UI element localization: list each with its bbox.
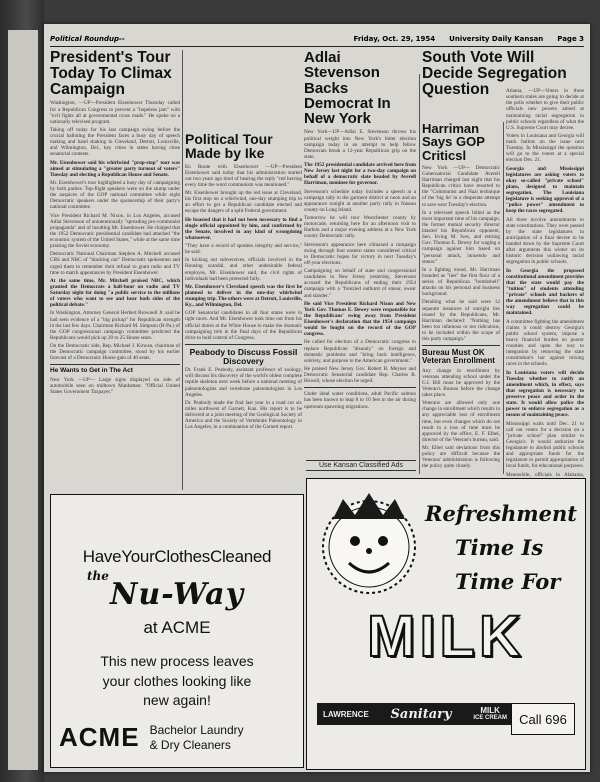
- headline-ike-tour: Political Tour Made by Ike: [185, 131, 273, 162]
- paragraph: In a televised speech billed as the most important time of his campaign, the former mutual security director blasted his Republican opponent, Sen. Irving M. Ives, and retiring Gov. Thomas E. Dewey for waging a campaign against him based on "personal attack, innuendo and smear.": [422, 209, 500, 265]
- divider: [185, 344, 302, 345]
- acme-ad-line3: Nu-Way: [110, 577, 244, 612]
- paragraph: The 1952 presidential candidate arrived here from New Jersey last night for a two-day campaign on behalf of a democratic slate headed by Averell Harriman, nominee for governor.: [304, 162, 416, 187]
- milk-ad-line1: Refreshment: [425, 501, 577, 526]
- paragraph: Mr. Eisenhower's tour highlighted a busy day of campaigning by both parties. Top-flight speakers were on the stump under the auspices of the GOP national committee while eight Democratic speakers under the sponsorship of their party's national committee.: [50, 179, 180, 211]
- paragraph: Meanwhile, officials in Alabama,: [506, 471, 584, 478]
- page-header: [50, 32, 584, 47]
- paragraph: New York —UP— Large signs displayed on side of automobile seen on midtown Manhattan: "Official United States Government Taxpayer.": [50, 377, 180, 396]
- paragraph: Any change in enrollment by veterans attending school under the G.I. Bill must be approved by the Veteran's Bureau before the change takes place.: [422, 367, 500, 399]
- banner-right1: MILK: [480, 706, 500, 715]
- paragraph: A committee fighting the amendment claims it could destroy Georgia's public school system, impose a heavy financial burden on poorer counties and open the way to integration by removing the state constitution's bar against mixing races in the schools.: [506, 318, 584, 368]
- paragraph: Tomorrow he will tour Westchester county by motorcade, returning here for an afternoon visit to Harlem and a major evening address at a New York county Democratic rally.: [304, 215, 416, 240]
- paragraph: Veterans are allowed only one change in enrollment which results in any appreciable loss of enrollment time, but even changes which do not result in a loss of time must be approved by the office, E. F. Elbel, director of the Veteran's bureau, said.: [422, 400, 500, 443]
- acme-ad-line4: at ACME: [143, 618, 211, 637]
- call-box: [511, 703, 575, 735]
- column-president-tour: [50, 50, 180, 490]
- paragraph: In Georgia the proposed constitutional amendment provides that the state would pay the "tuition" of students attending "private" schools and backers of the amendment believe that in this way segregation could be maintained.: [506, 267, 585, 317]
- headline-segregation: South Vote Will Decide Segregation Question: [422, 49, 567, 98]
- paragraph: Detailing what he said were 12 separate instances of outright lies issued by the Republicans, Mr. Harriman declared: "Nothing has been too infamous or too ridiculous, to be included within the scope of this party campaign.": [422, 299, 500, 343]
- column-harriman: [422, 122, 500, 474]
- acme-ad-line2: the: [87, 569, 109, 583]
- paragraph: Mr. Elbel said deviations from this policy are difficult because the Veterans' administration is following the policy quite closely.: [422, 445, 500, 470]
- paragraph: Mr. Eisenhower said his whirlwind "prop-stop" tour was aimed at stimulating a "greater party turnout of voters" Tuesday and electing a Republican House and Senate.: [50, 159, 180, 178]
- paragraph: Democratic National Chairman Stephen A. Mitchell accused CBS and NBC of "blacking out" Democratic spokesmen and urged them to remember their refusal to grant radio and TV time to match appearances by President Eisenhower.: [50, 251, 180, 276]
- paragraph: Taking off today for his last campaign swing before the crucial balloting the President faces a busy day of speech making and hand shaking in Cleveland, Detroit, Louisville, and Wilmington, Del., key cities in states having close senatorial contests.: [50, 126, 180, 158]
- paragraph: At the same time, Mr. Mitchell praised NBC, which granted the Democrats a half-hour on radio and TV Saturday night for doing "a public service to the millions of voters who want to see and hear both sides of the political debate.": [50, 277, 180, 309]
- milk-ad-banner: [317, 703, 513, 725]
- column-rule: [503, 122, 504, 474]
- headline-president-tour: President's Tour Today To Climax Campaign: [50, 49, 172, 98]
- paragraph: He praised New Jersey Gov. Robert B. Meyner and Democratic Senatorial candidate Rep. Charles R. Howell, whose election he urged.: [304, 365, 416, 385]
- paragraph: Mr. Eisenhower's Cleveland speech was the first he planned to deliver in the one-day whirlwind stumping trip. The others were at Detroit, Louisville, Ky., and Wilmington, Del.: [185, 283, 302, 309]
- banner-left: LAWRENCE: [323, 709, 369, 719]
- column-rule: [182, 50, 183, 490]
- acme-brand-sub1: Bachelor Laundry: [149, 723, 244, 738]
- paragraph: Under ideal water conditions, adult Pacific salmon has been known to leap 8 to 10 feet in the air during upstream spawning migrations.: [304, 391, 416, 410]
- paragraph: Stevenson's appearance here climaxed a campaign swing through four eastern states considered critical to Democratic hopes for victory in next Tuesday's off-year elections.: [304, 241, 416, 266]
- column-ike-tour: [185, 132, 302, 490]
- milk-ad-line3: Time For: [455, 569, 561, 594]
- subheadline-act: He Wants to Get in The Act: [50, 367, 133, 375]
- paragraph: In Louisiana voters will decide Tuesday whether to ratify an amendment which, in effect, says that segregation is necessary to preserve peace and order in the state. It would allow police the power to enforce segregation as a means of maintaining peace.: [506, 369, 584, 419]
- paragraph: Vice President Richard M. Nixon, in Los Angeles, accused Adlai Stevenson of unintentionally "spreading pro-communist propaganda" and of insulting Mr. Eisenhower. He charged that the 1952 Democratic presidential candidate had attacked "the economic system of the United States," while at the same time praising the Soviet economy.: [50, 212, 180, 250]
- paragraph: He boasted that it had not been necessary to find a single official appointed by him, and confirmed by the Senate, involved in any kind of wrongdoing whatsoever.: [185, 216, 302, 241]
- banner-right2: ICE CREAM: [473, 715, 507, 721]
- acme-ad-line5: This new process leaves: [100, 653, 254, 669]
- divider: [50, 364, 180, 365]
- acme-ad-brand-row: [59, 722, 244, 753]
- paragraph: Mississippi waits until Dec. 21 to call out voters for a decision on a "private school" plan similar to Georgia's. It would authorize the legislature to abolish public schools and appropriate funds for the legislature to permit appropriation of local funds, for educational purposes.: [506, 420, 584, 470]
- classified-ads-notice: Use Kansan Classified Ads: [306, 460, 416, 471]
- adjacent-page-edge: [8, 30, 38, 770]
- subheadline-veteran: Bureau Must OK Veteran Enrollment: [422, 348, 495, 366]
- paragraph: New York —UP— Democratic Gubernatorial Candidate Averell Harriman charged last night that his Republican critics have resorted to the "Communist and Nazi technique of the 'big lie' in a desperate attempt to save next Tuesday's election.: [422, 164, 500, 208]
- column-rule: [419, 74, 420, 474]
- acme-brand-sub: [150, 723, 244, 752]
- paragraph: Dr. Frank E. Peabody, assistant professor of zoology, will discuss his discovery of the world's oldest complete reptile skeleton next week before a national meeting of paleontologists and vertebrate paleontologists in Los Angeles.: [185, 367, 302, 398]
- paragraph: Atlanta, —UP—Voters in three southern states are going to decide at the polls whether to give their public officials new powers aimed at maintaining racial segregation in public schools regardless of what the U.S. Supreme Court may decree.: [506, 88, 584, 131]
- headline-harriman: Harriman Says GOP Criticsl: [422, 121, 485, 163]
- lawrence-sanitary-milk-ad: [306, 478, 586, 770]
- article-body-president-tour: [50, 100, 180, 395]
- clock-face-illustration: [313, 489, 425, 601]
- headline-stevenson: Adlai Stevenson Backs Democrat In New York: [304, 49, 391, 128]
- divider: [422, 345, 500, 346]
- paragraph: GOP Senatorial candidates in all four states were in tight races. And Mr. Eisenhower took time out from his official duties at the White House to make the dramatic campaigning trek in the final days of the Republican drive to hold control of Congress.: [185, 310, 302, 341]
- paragraph: "They have a record of spotless integrity and service," he said.: [185, 243, 302, 256]
- banner-right: [473, 707, 507, 721]
- paragraph: Georgia and Mississippi legislatures are asking voters to okay so-called "private school" plans, designed to maintain segregation. The Louisiana legislature is seeking approval of a "police power" amendment to keep the races segregated.: [506, 165, 584, 215]
- header-right: [353, 35, 584, 43]
- page-number: Page 3: [557, 35, 584, 43]
- divider: [304, 387, 416, 388]
- binding-edge: [0, 0, 44, 782]
- subheadline-peabody: Peabody to Discuss Fossil Discovery: [189, 346, 298, 366]
- paragraph: Washington, —UP—President Eisenhower Thursday called for a Republican Congress to prevent a "hopeless jam" with "evil fights all at governmental cross roads." He spoke on a nationally televised program.: [50, 100, 180, 125]
- acme-cleaners-ad: [50, 494, 304, 768]
- acme-brand: ACME: [59, 722, 140, 752]
- paragraph: All three involve amendments to state constitutions. They were passed by the state legislatures in anticipation of a final decree to be handed down by the Supreme Court after arguments this winter on its historic decision outlawing racial segregation in public schools.: [506, 216, 584, 266]
- paragraph: In Washington, Attorney General Herbert Brownell Jr. said he had seen evidence of a "big pickup" for Republican strength in the last few days. Chairman Richard M. Simpson (R-Pa.) of the GOP congressional campaign committee predicted the Republicans would pick up 20 to 25 House seats.: [50, 310, 180, 341]
- acme-ad-line6: your clothes looking like: [102, 672, 252, 689]
- call-number: Call 696: [519, 711, 567, 727]
- newspaper-page: [44, 24, 590, 772]
- paragraph: He called for election of a Democratic congress to replace Republican "disunity" on foreign and domestic problems and "bring back intelligence, sobriety, and purpose to the American government.": [304, 339, 416, 364]
- paragraph: New York—UP—Adlai E. Stevenson throws his political weight into New York's bitter election campaign today in an attempt to help fellow Democrats break a 12-year Republican grip on the state.: [304, 129, 416, 160]
- section-title: Political Roundup--: [50, 35, 125, 43]
- paragraph: On the Democratic side, Rep. Michael J. Kirwan, chairman of the Democratic campaign committee, stood by his earlier forecast of a Democratic House gain of 40 seats.: [50, 343, 180, 362]
- paragraph: Stevenson's schedule today includes a speech at a campaign rally in the garment district at noon and an appearance tonight at another party rally in Nassau county on Long Island.: [304, 188, 416, 213]
- paragraph: In a fighting mood, Mr. Harriman branded as "lies" the first flour of a series of Republican "bombshell" attacks on his personal and business background.: [422, 266, 500, 298]
- paragraph: Dr. Peabody made the find last year in a road cut six miles northwest of Garnett, Kan. His report is to be delivered at a joint meeting of the Geological Society of America and the Society of Vertebrate Paleontology in Los Angeles, in a continuation of the Garnett report.: [185, 399, 302, 431]
- acme-ad-line7: new again!: [143, 692, 211, 709]
- paragraph: Campaigning on behalf of state and congressional candidates in New Jersey yesterday, Stevenson accused the Republicans of ending their 1954 campaign with a "frenzied outburst of smear, swear and slander.": [304, 268, 416, 299]
- paragraph: Voters in Louisiana and Georgia will mark ballots on the issue next Tuesday. In Mississippi the question will go to the voters at a special election Dec. 21.: [506, 132, 584, 164]
- banner-mid: Sanitary: [390, 706, 452, 722]
- acme-ad-copy: [51, 652, 303, 711]
- acme-brand-sub2: & Dry Cleaners: [149, 737, 231, 752]
- acme-ad-line1: HaveYourClothesCleaned: [82, 547, 272, 566]
- paragraph: He said Vice President Richard Nixon and New York Gov. Thomas E. Dewey were responsible for the Republicans' swing away from President Eisenhower's declaration that the 1954 campaign would be fought on the record of the GOP congress.: [304, 300, 416, 338]
- paragraph: In kicking out subversives, officials involved in the Housing scandal, and other undesirable federal employes, Mr. Eisenhower said, the civil rights of individuals had been protected fully.: [185, 257, 302, 282]
- issue-date: Friday, Oct. 29, 1954: [353, 35, 436, 43]
- milk-ad-big-word: MILK: [367, 604, 525, 669]
- column-segregation: [506, 88, 585, 478]
- paragraph: En Route with Eisenhower —UP—President Eisenhower said today that his administration started out two years ago tired of hearing the reply "red herring every time the word communism was mentioned.": [185, 163, 302, 188]
- paper-name: University Daily Kansan: [449, 35, 544, 43]
- column-stevenson: [304, 50, 416, 468]
- milk-ad-line2: Time Is: [455, 535, 544, 560]
- paragraph: Mr. Eisenhower brought up the red issue at Cleveland, his first stop on a whirlwind, one-day stumping trip in an effort to get a Republican candidate elected and escape the dangers of a split Federal government.: [185, 190, 302, 215]
